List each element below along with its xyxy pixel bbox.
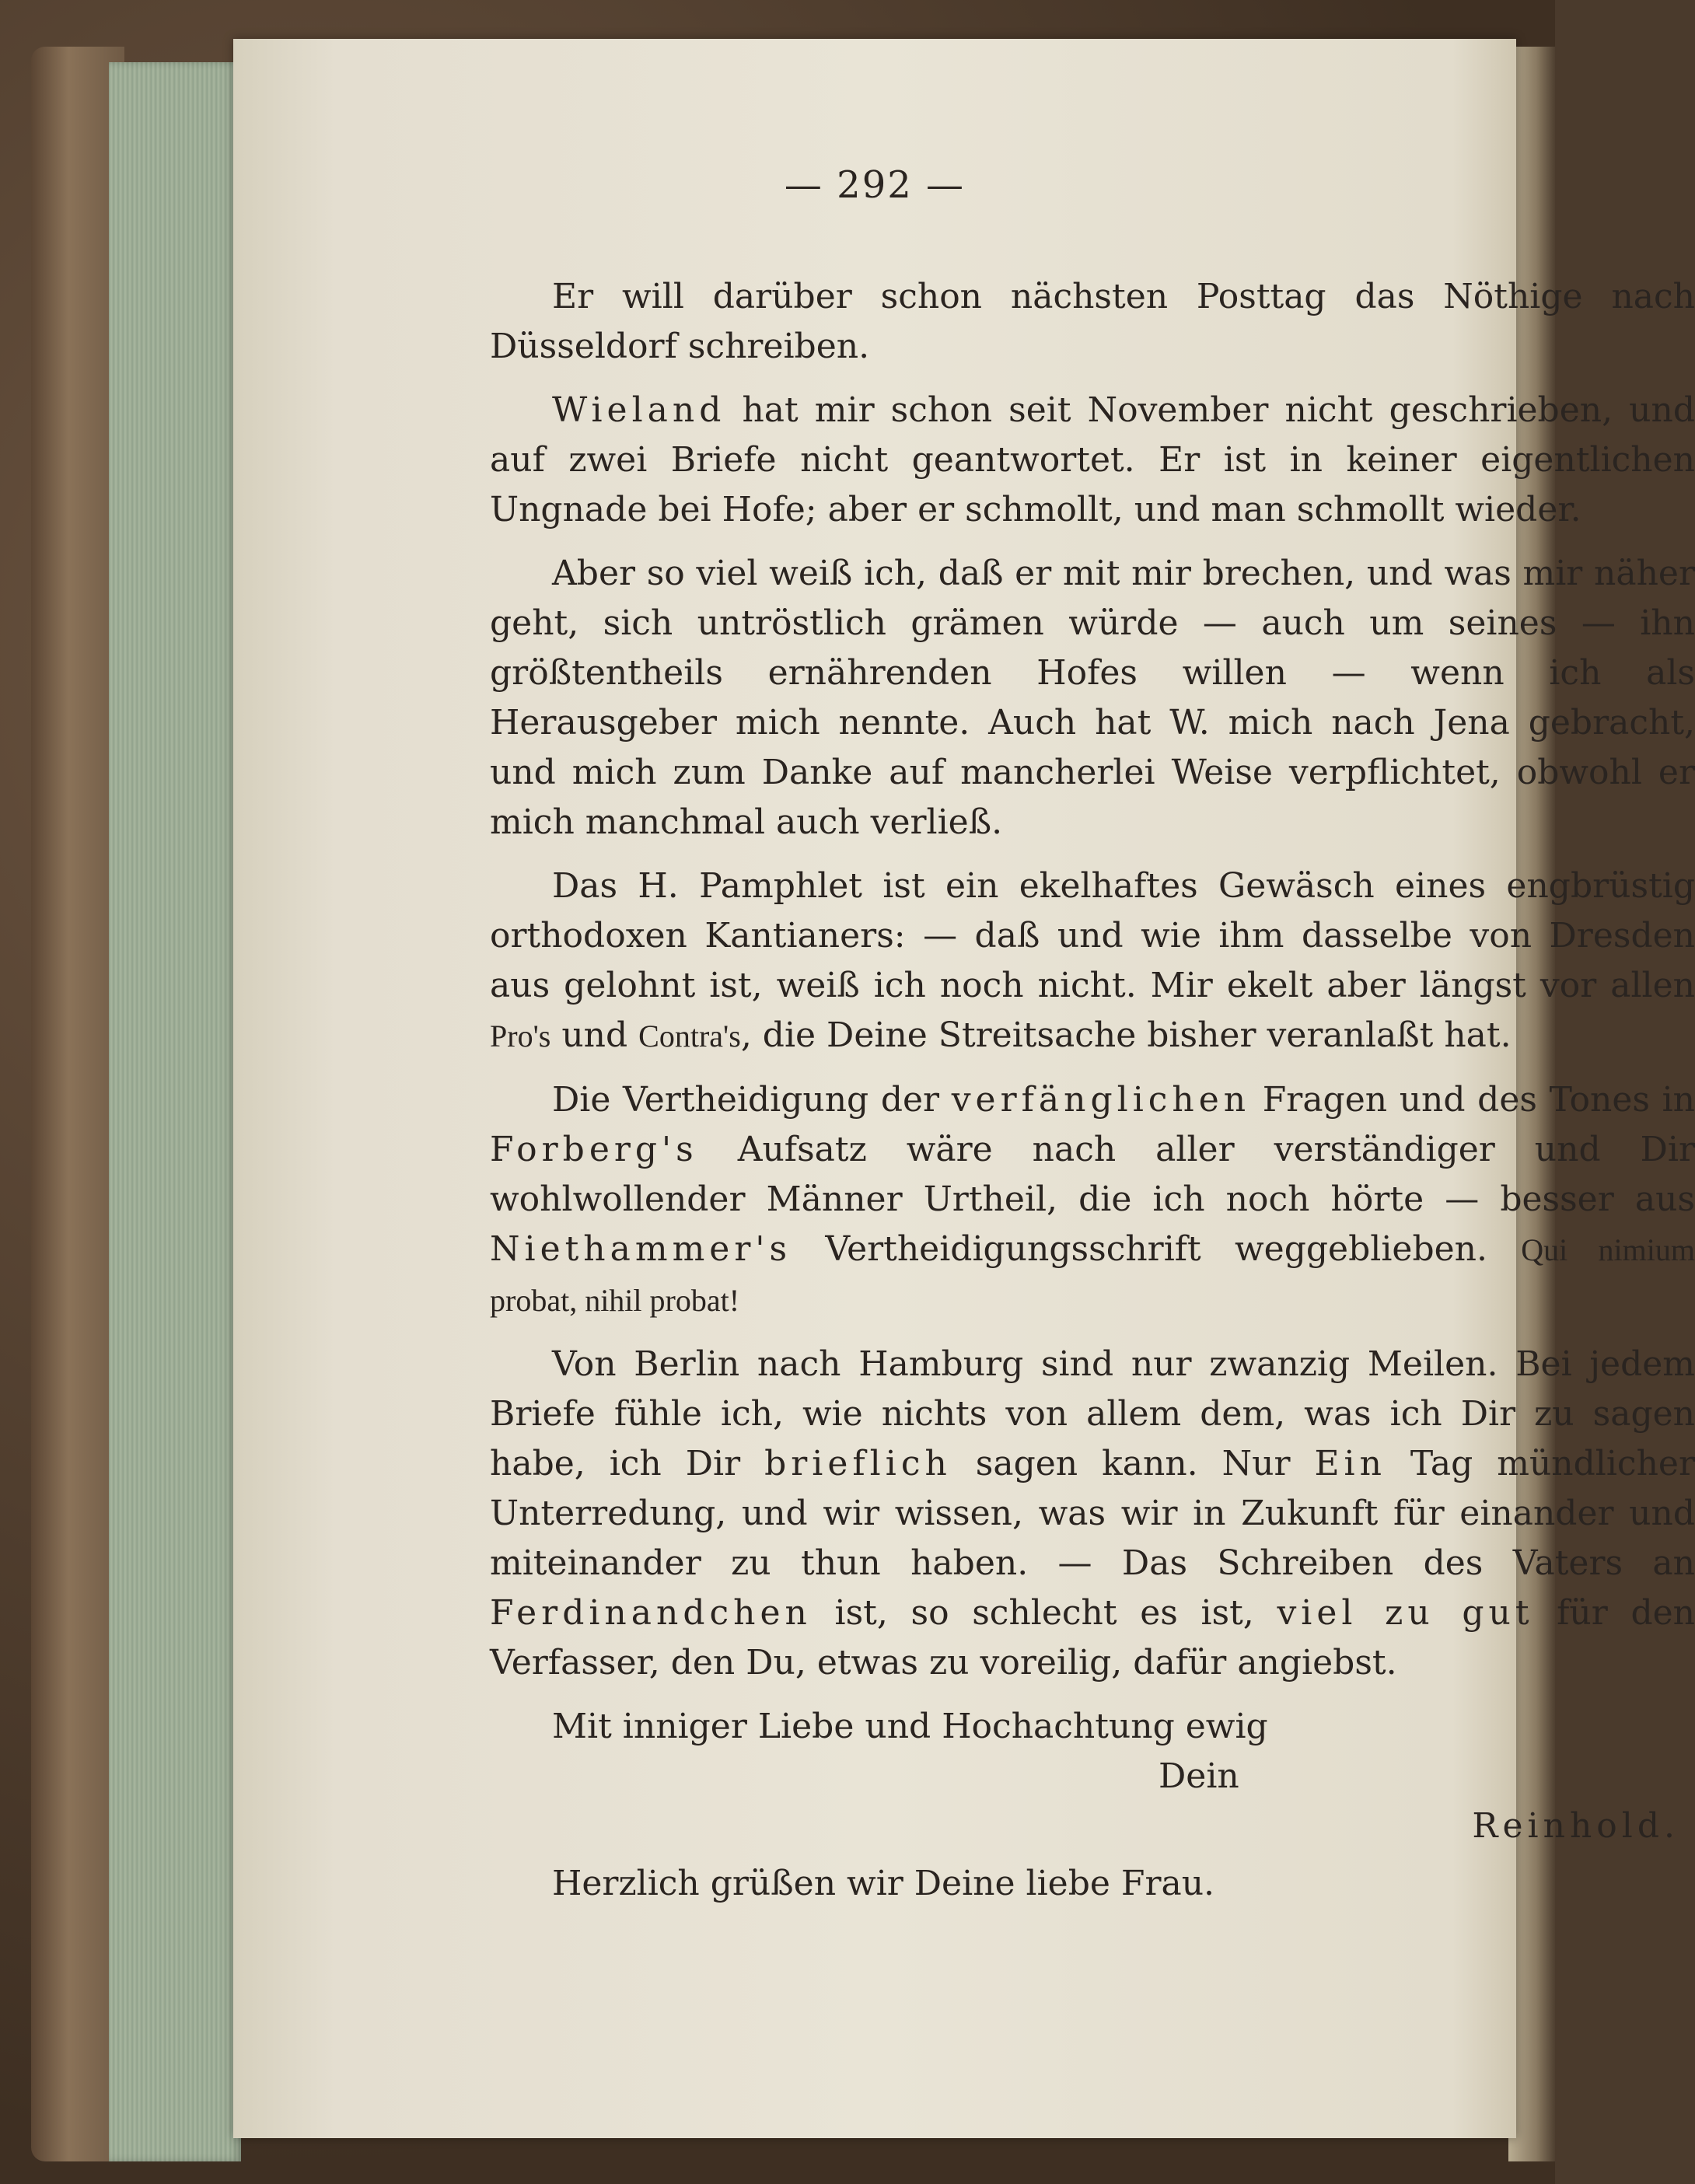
paragraph-text: Forberg's — [490, 1130, 698, 1169]
paragraph-text: brieflich — [764, 1444, 952, 1483]
paragraph-text: Vertheidigungsschrift weggeblieben. — [792, 1229, 1522, 1269]
paragraph-text: Ferdinandchen — [490, 1593, 812, 1633]
paragraph — [490, 549, 1695, 847]
paragraph-text: Contra's — [638, 1019, 741, 1054]
paragraph — [490, 1075, 1695, 1326]
page-text — [490, 272, 1695, 1909]
paragraph-text: Fragen und des Tones in — [1250, 1080, 1695, 1120]
paragraph-text: hat mir schon seit November nicht geschrieben, und auf zwei Briefe nicht geantwortet. Er ist in keiner eigentlichen Ungnade bei Hofe; aber er schmollt, und man schmollt wieder. — [490, 390, 1695, 529]
paragraph-text: Niethammer's — [490, 1229, 792, 1269]
page-number: — 292 — — [784, 163, 966, 207]
paragraph-text: Ein — [1314, 1444, 1386, 1483]
paragraph — [490, 272, 1695, 372]
paragraph-text: Das H. Pamphlet ist ein ekelhaftes Gewäsch eines engbrüstig orthodoxen Kantianers: — daß und wie ihm dasselbe von Dresden aus gelohnt ist, weiß ich noch nicht. Mir ekelt aber längst vor allen — [490, 866, 1695, 1005]
paragraph — [490, 1340, 1695, 1688]
paragraph-text: , die Deine Streitsache bisher veranlaßt hat. — [740, 1015, 1512, 1055]
page-stack-edge — [109, 62, 241, 2161]
paragraph — [490, 386, 1695, 535]
paragraph-text: Die Vertheidigung der — [552, 1080, 952, 1120]
paragraph-text: ist, so schlecht es ist, — [811, 1593, 1277, 1633]
postscript: Herzlich grüßen wir Deine liebe Frau. — [552, 1864, 1215, 1903]
paragraph-text: verfänglichen — [951, 1080, 1251, 1120]
paragraph-text: viel zu gut — [1277, 1593, 1534, 1633]
paragraph-text: Pro's — [490, 1019, 551, 1054]
letter-body — [490, 272, 1695, 1688]
paragraph-text: Wieland — [552, 390, 726, 430]
paragraph-text: Er will darüber schon nächsten Posttag das Nöthige nach Düsseldorf schreiben. — [490, 277, 1695, 366]
closing-line: Mit inniger Liebe und Hochachtung ewig — [552, 1707, 1268, 1746]
paragraph — [490, 861, 1695, 1061]
closing-dein: Dein — [1159, 1756, 1239, 1796]
paragraph-text: und — [550, 1015, 639, 1055]
paragraph-text: Aufsatz wäre nach aller verständiger und Dir wohlwollender Männer Urtheil, die ich noch hörte — besser aus — [490, 1130, 1695, 1219]
paragraph-text: Aber so viel weiß ich, daß er mit mir brechen, und was mir näher geht, sich untröstlich grämen würde — auch um seines — ihn größtentheils ernährenden Hofes willen — wenn ich als Herausgeber mich nennte. Auch hat W. mich nach Jena gebracht, und mich zum Danke auf mancherlei Weise verpflichtet, obwohl er mich manchmal auch verließ. — [490, 554, 1695, 842]
paragraph-text: sagen kann. Nur — [951, 1444, 1315, 1483]
paragraph-text: Von Berlin nach Hamburg sind nur zwanzig Meilen. Bei jedem Briefe fühle ich, wie nichts von allem dem, was ich Dir zu sagen habe, ich Dir — [490, 1344, 1695, 1483]
paragraph-text: Qui nimium probat, nihil probat! — [490, 1232, 1695, 1318]
paragraph-text: Tag mündlicher Unterredung, und wir wissen, was wir in Zukunft für einander und miteinander zu thun haben. — Das Schreiben des Vaters an — [490, 1444, 1695, 1583]
book-page — [233, 39, 1695, 2138]
paragraph-text: für den Verfasser, den Du, etwas zu voreilig, dafür angiebst. — [490, 1593, 1695, 1683]
signature-name: Reinhold. — [1472, 1806, 1679, 1846]
